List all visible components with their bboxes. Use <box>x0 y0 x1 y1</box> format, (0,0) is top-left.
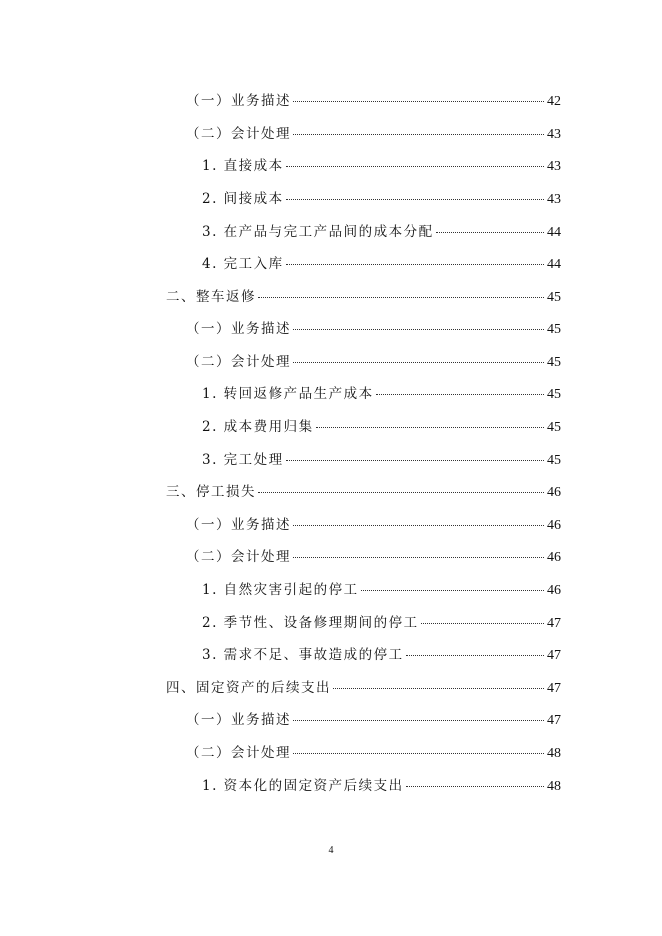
toc-entry-page: 43 <box>547 159 561 174</box>
dot-leader <box>286 459 544 461</box>
toc-entry[interactable] <box>166 288 561 307</box>
toc-entry-page: 44 <box>547 225 561 240</box>
toc-entry-label: 1. 转回返修产品生产成本 <box>202 386 374 402</box>
toc-entry-page: 47 <box>547 713 561 728</box>
toc-entry-label: 四、固定资产的后续支出 <box>166 680 331 696</box>
dot-leader <box>316 426 544 428</box>
toc-entry[interactable] <box>202 418 561 437</box>
toc-entry[interactable] <box>186 320 561 339</box>
toc-entry-label: 1. 资本化的固定资产后续支出 <box>202 778 404 794</box>
dot-leader <box>286 198 544 200</box>
toc-entry-page: 46 <box>547 518 561 533</box>
toc-entry-label: 3. 需求不足、事故造成的停工 <box>202 647 404 663</box>
toc-entry-page: 45 <box>547 290 561 305</box>
toc-entry-label: 1. 直接成本 <box>202 158 284 174</box>
dot-leader <box>286 165 544 167</box>
toc-entry-page: 46 <box>547 550 561 565</box>
toc-entry[interactable] <box>202 451 561 470</box>
toc-entry-page: 44 <box>547 257 561 272</box>
toc-entry-page: 47 <box>547 616 561 631</box>
toc-entry-page: 46 <box>547 583 561 598</box>
toc-entry-page: 42 <box>547 94 561 109</box>
toc-entry[interactable] <box>186 744 561 763</box>
toc-entry[interactable] <box>202 777 561 796</box>
dot-leader <box>361 589 544 591</box>
toc-entry[interactable] <box>202 614 561 633</box>
dot-leader <box>258 491 544 493</box>
toc-entry-page: 45 <box>547 453 561 468</box>
toc-entry[interactable] <box>202 385 561 404</box>
dot-leader <box>293 328 544 330</box>
dot-leader <box>293 361 544 363</box>
toc-entry-page: 43 <box>547 127 561 142</box>
toc-entry-label: 三、停工损失 <box>166 484 256 500</box>
toc-entry[interactable] <box>166 679 561 698</box>
dot-leader <box>436 231 544 233</box>
toc-entry-page: 48 <box>547 779 561 794</box>
toc-entry[interactable] <box>202 190 561 209</box>
toc-entry[interactable] <box>186 353 561 372</box>
toc-entry-page: 43 <box>547 192 561 207</box>
toc-entry-label: （一）业务描述 <box>186 93 291 109</box>
dot-leader <box>406 654 544 656</box>
toc-entry-label: （二）会计处理 <box>186 549 291 565</box>
toc-entry-page: 45 <box>547 355 561 370</box>
toc-entry-page: 48 <box>547 746 561 761</box>
toc-entry-label: 2. 成本费用归集 <box>202 419 314 435</box>
dot-leader <box>293 133 544 135</box>
toc-entry-label: 2. 间接成本 <box>202 191 284 207</box>
toc-entry-label: （一）业务描述 <box>186 321 291 337</box>
toc-entry[interactable] <box>202 223 561 242</box>
toc-entry-label: 2. 季节性、设备修理期间的停工 <box>202 615 419 631</box>
toc-entry-page: 47 <box>547 681 561 696</box>
toc-entry[interactable] <box>202 157 561 176</box>
toc-entry[interactable] <box>166 483 561 502</box>
toc-entry[interactable] <box>186 548 561 567</box>
dot-leader <box>293 100 544 102</box>
dot-leader <box>293 524 544 526</box>
toc-entry-label: （一）业务描述 <box>186 712 291 728</box>
toc-entry-label: （二）会计处理 <box>186 126 291 142</box>
dot-leader <box>258 296 544 298</box>
toc-entry-label: 3. 在产品与完工产品间的成本分配 <box>202 224 434 240</box>
toc-entry-label: 4. 完工入库 <box>202 256 284 272</box>
toc-entry-label: （二）会计处理 <box>186 354 291 370</box>
toc-entry-label: 3. 完工处理 <box>202 452 284 468</box>
dot-leader <box>333 687 544 689</box>
dot-leader <box>421 622 544 624</box>
dot-leader <box>406 785 544 787</box>
toc-entry[interactable] <box>202 255 561 274</box>
toc-entry[interactable] <box>186 92 561 111</box>
toc-entry-page: 46 <box>547 485 561 500</box>
toc-entry[interactable] <box>186 125 561 144</box>
toc-entry-page: 47 <box>547 648 561 663</box>
toc-entry-label: （一）业务描述 <box>186 517 291 533</box>
page-number: 4 <box>328 845 334 856</box>
dot-leader <box>286 263 544 265</box>
dot-leader <box>293 556 544 558</box>
toc-entry-page: 45 <box>547 322 561 337</box>
dot-leader <box>376 393 544 395</box>
toc-entry[interactable] <box>202 581 561 600</box>
toc-entry-label: 1. 自然灾害引起的停工 <box>202 582 359 598</box>
toc-entry-label: （二）会计处理 <box>186 745 291 761</box>
toc-entry[interactable] <box>186 711 561 730</box>
toc-entry-page: 45 <box>547 420 561 435</box>
toc-entry[interactable] <box>202 646 561 665</box>
toc-entry-page: 45 <box>547 387 561 402</box>
dot-leader <box>293 719 544 721</box>
dot-leader <box>293 752 544 754</box>
toc-entry-label: 二、整车返修 <box>166 289 256 305</box>
toc-entry[interactable] <box>186 516 561 535</box>
